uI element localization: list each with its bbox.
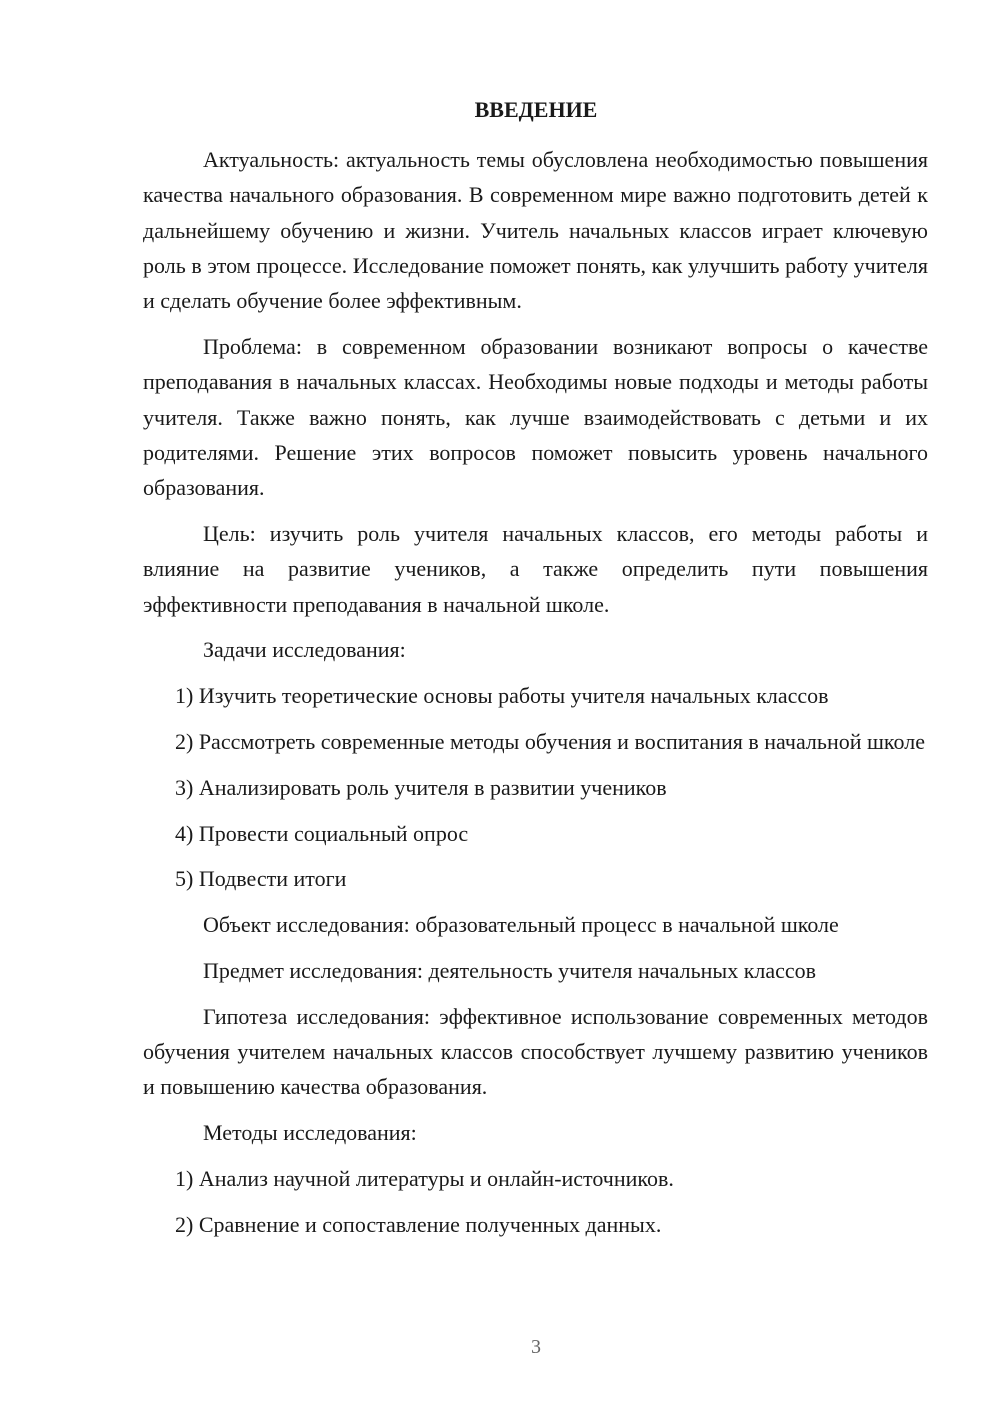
methods-heading: Методы исследования:	[203, 1120, 417, 1146]
goal-paragraph: Цель: изучить роль учителя начальных классов, его методы работы и влияние на развитие учеников, а также определить пути повышения эффективности преподавания в начальной школе.	[143, 520, 928, 617]
task-item-4: 4) Провести социальный опрос	[175, 820, 469, 846]
task-item-3: 3) Анализировать роль учителя в развитии учеников	[175, 774, 667, 800]
hypothesis-paragraph: Гипотеза исследования: эффективное использование современных методов обучения учителем начальных классов способствует лучшему развитию учеников и повышению качества образования.	[143, 1003, 928, 1100]
relevance-paragraph: Актуальность: актуальность темы обусловлена необходимостью повышения качества начального образования. В современном мире важно подготовить детей к дальнейшему обучению и жизни. Учитель начальных классов играет ключевую роль в этом процессе. Исследование поможет понять, как улучшить работу учителя и сделать обучение более эффективным.	[143, 147, 928, 314]
problem-paragraph: Проблема: в современном образовании возникают вопросы о качестве преподавания в начальных классах. Необходимы новые подходы и методы работы учителя. Также важно понять, как лучше взаимодействовать с детьми и их родителями. Решение этих вопросов поможет повысить уровень начального образования.	[143, 333, 928, 501]
method-item-1: 1) Анализ научной литературы и онлайн-источников.	[175, 1165, 674, 1191]
section-title: ВВЕДЕНИЕ	[474, 97, 598, 122]
object-paragraph: Объект исследования: образовательный процесс в начальной школе	[203, 912, 839, 938]
method-item-2: 2) Сравнение и сопоставление полученных данных.	[175, 1211, 662, 1237]
subject-paragraph: Предмет исследования: деятельность учителя начальных классов	[203, 957, 817, 983]
page-number: 3	[531, 1336, 541, 1358]
task-item-5: 5) Подвести итоги	[175, 866, 347, 892]
tasks-heading: Задачи исследования:	[203, 637, 406, 663]
document-body	[143, 142, 928, 1253]
task-item-1: 1) Изучить теоретические основы работы учителя начальных классов	[175, 683, 829, 709]
task-item-2: 2) Рассмотреть современные методы обучения и воспитания в начальной школе	[175, 728, 925, 754]
